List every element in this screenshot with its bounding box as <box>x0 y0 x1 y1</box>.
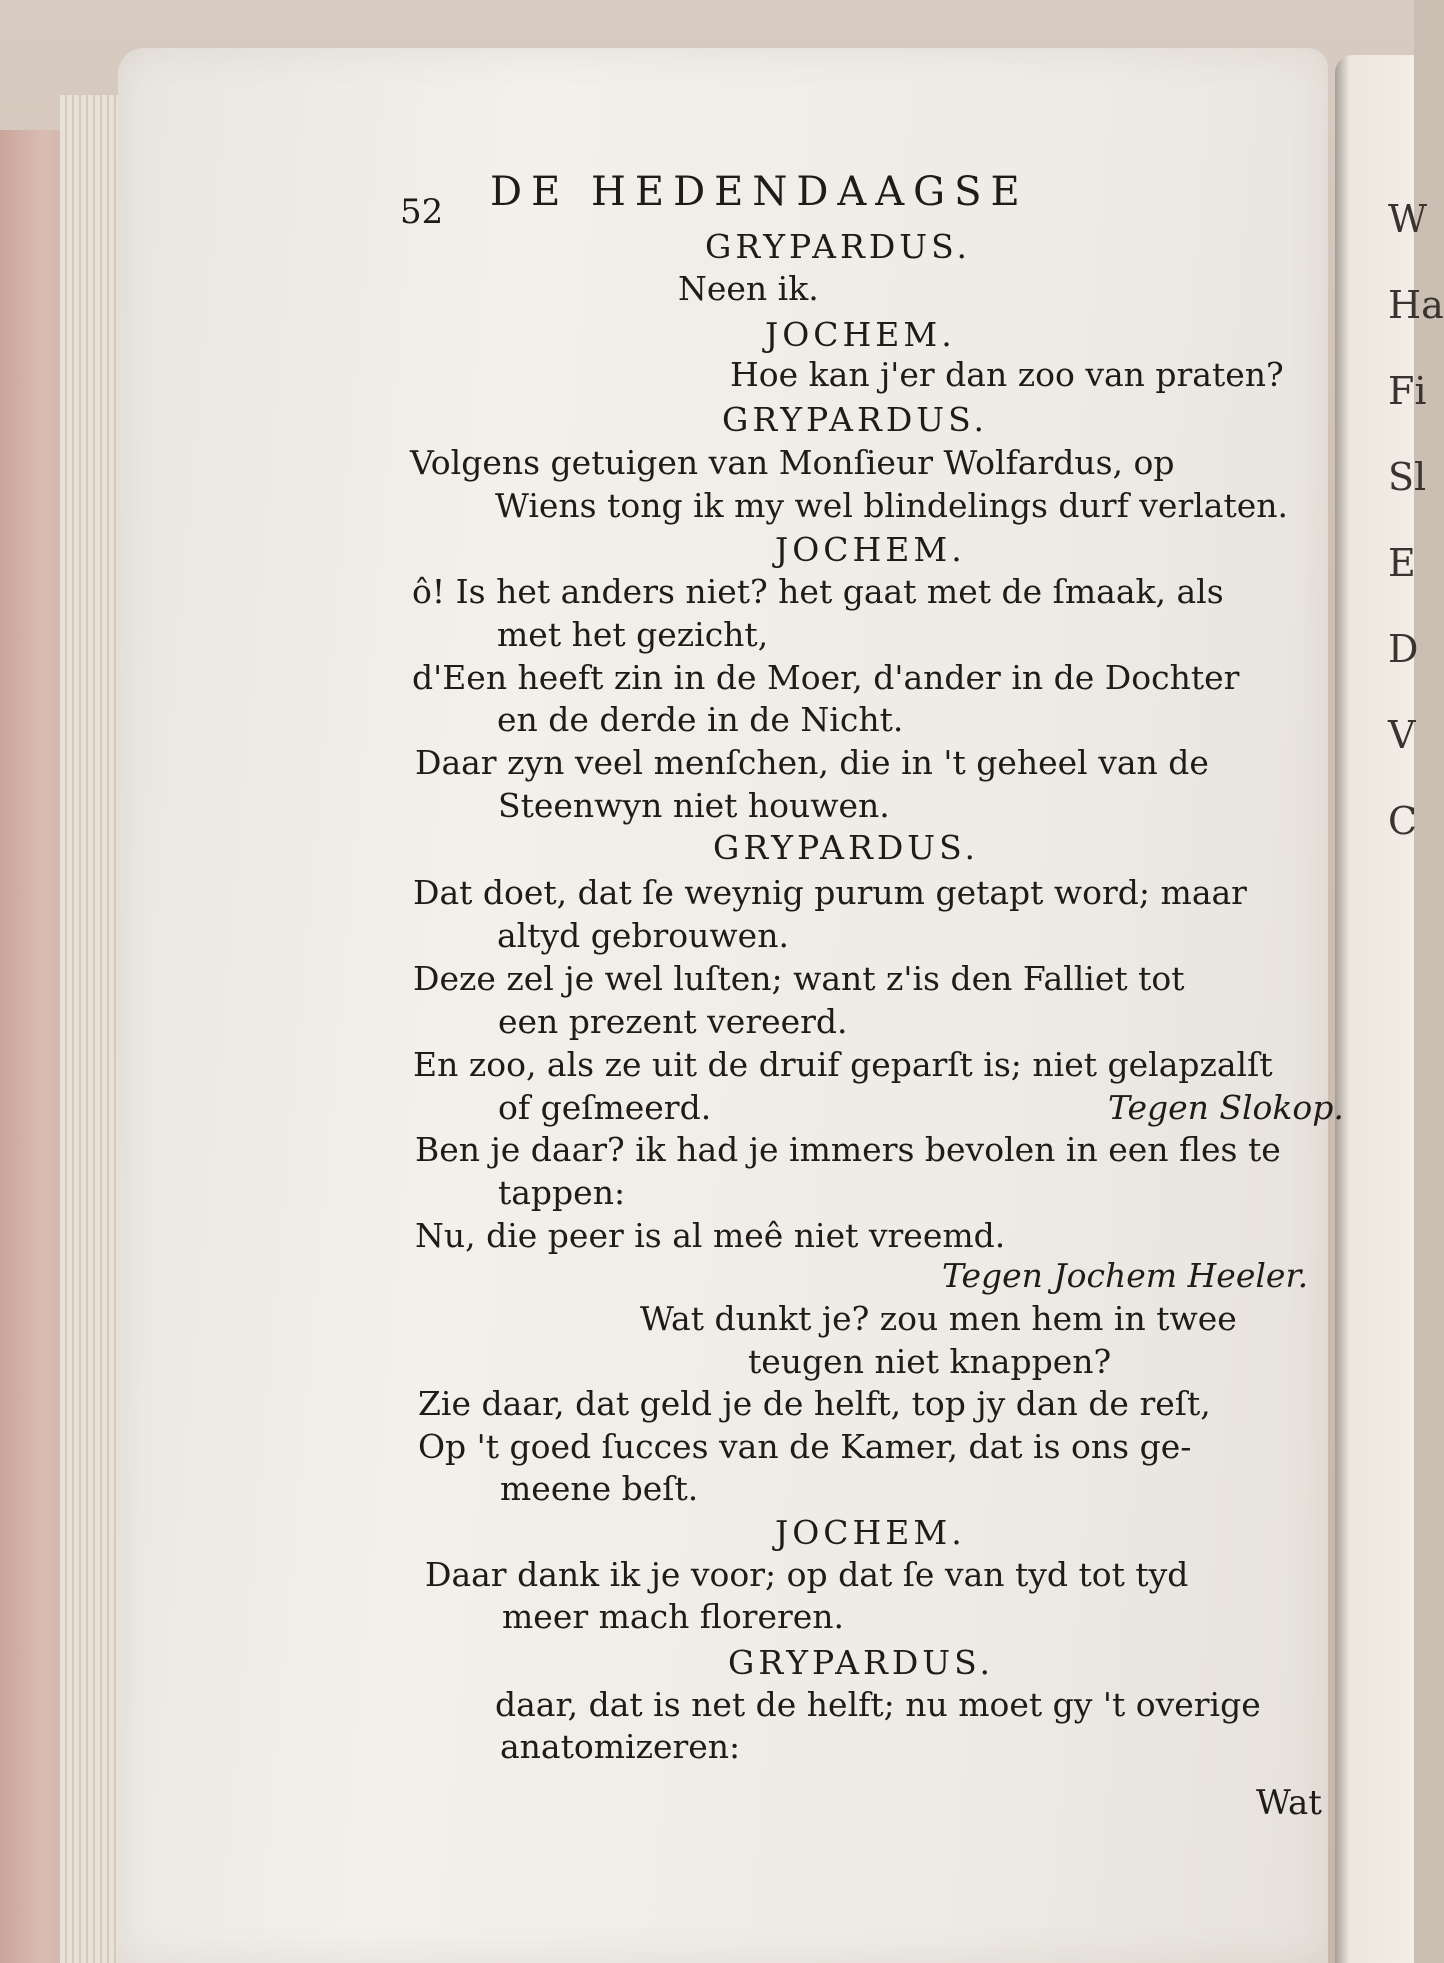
verse-line: d'Een heeft zin in de Moer, d'ander in de Dochter <box>412 658 1240 697</box>
verse-line: of geſmeerd. <box>498 1088 712 1127</box>
speaker-name: GRYPARDUS. <box>722 400 989 439</box>
facing-fragment: W <box>1388 197 1428 241</box>
verse-line: Nu, die peer is al meê niet vreemd. <box>415 1216 1006 1255</box>
verse-line: meene beſt. <box>500 1469 699 1508</box>
verse-line: Wiens tong ik my wel blindelings durf verlaten. <box>495 486 1288 525</box>
facing-fragment: E <box>1388 541 1416 585</box>
speaker-name: GRYPARDUS. <box>728 1643 995 1682</box>
speaker-name: GRYPARDUS. <box>713 828 980 867</box>
facing-fragment: D <box>1388 627 1419 671</box>
verse-line: Hoe kan j'er dan zoo van praten? <box>730 355 1284 394</box>
speaker-name: GRYPARDUS. <box>705 227 972 266</box>
speaker-name: JOCHEM. <box>775 1513 966 1552</box>
facing-fragment: Sl <box>1388 455 1427 499</box>
verse-line: en de derde in de Nicht. <box>497 700 904 739</box>
verse-line: altyd gebrouwen. <box>497 916 789 955</box>
catchword: Wat <box>1256 1783 1322 1823</box>
verse-line: een prezent vereerd. <box>498 1002 848 1041</box>
verse-line: Op 't goed ſucces van de Kamer, dat is ons ge- <box>418 1427 1192 1466</box>
facing-fragment: Ha <box>1388 283 1444 327</box>
facing-fragment: C <box>1388 799 1418 843</box>
verse-line: tappen: <box>498 1173 626 1212</box>
running-title: DE HEDENDAAGSE <box>490 169 1029 215</box>
verse-line: Zie daar, dat geld je de helft, top jy dan de reſt, <box>418 1384 1211 1423</box>
verse-line: Steenwyn niet houwen. <box>498 786 890 825</box>
speaker-name: JOCHEM. <box>765 315 956 354</box>
page-number: 52 <box>400 192 444 232</box>
speaker-name: JOCHEM. <box>775 530 966 569</box>
facing-fragment: Fi <box>1388 369 1427 413</box>
verse-line: Ben je daar? ik had je immers bevolen in een fles te <box>415 1130 1281 1169</box>
verse-line: En zoo, als ze uit de druif geparſt is; niet gelapzalſt <box>413 1045 1273 1084</box>
stage-direction: Tegen Jochem Heeler. <box>942 1256 1309 1295</box>
verse-line: Volgens getuigen van Monſieur Wolfardus, op <box>410 443 1175 482</box>
stage-direction: Tegen Slokop. <box>1108 1088 1344 1127</box>
verse-line: Wat dunkt je? zou men hem in twee <box>640 1299 1237 1338</box>
verse-line: Deze zel je wel luſten; want z'is den Falliet tot <box>413 959 1185 998</box>
verse-line: met het gezicht, <box>497 615 769 654</box>
verse-line: Dat doet, dat ſe weynig purum getapt word; maar <box>413 873 1247 912</box>
verse-line: Daar zyn veel menſchen, die in 't geheel van de <box>415 743 1209 782</box>
verse-line: teugen niet knappen? <box>748 1342 1112 1381</box>
verse-line: anatomizeren: <box>500 1727 741 1766</box>
verse-line: ô! Is het anders niet? het gaat met de ſmaak, als <box>412 572 1224 611</box>
verse-line: daar, dat is net de helft; nu moet gy 't overige <box>495 1685 1261 1724</box>
verse-line: Neen ik. <box>678 269 819 308</box>
facing-fragment: V <box>1388 713 1416 757</box>
verse-line: meer mach floreren. <box>502 1597 845 1636</box>
verse-line: Daar dank ik je voor; op dat ſe van tyd tot tyd <box>425 1555 1189 1594</box>
